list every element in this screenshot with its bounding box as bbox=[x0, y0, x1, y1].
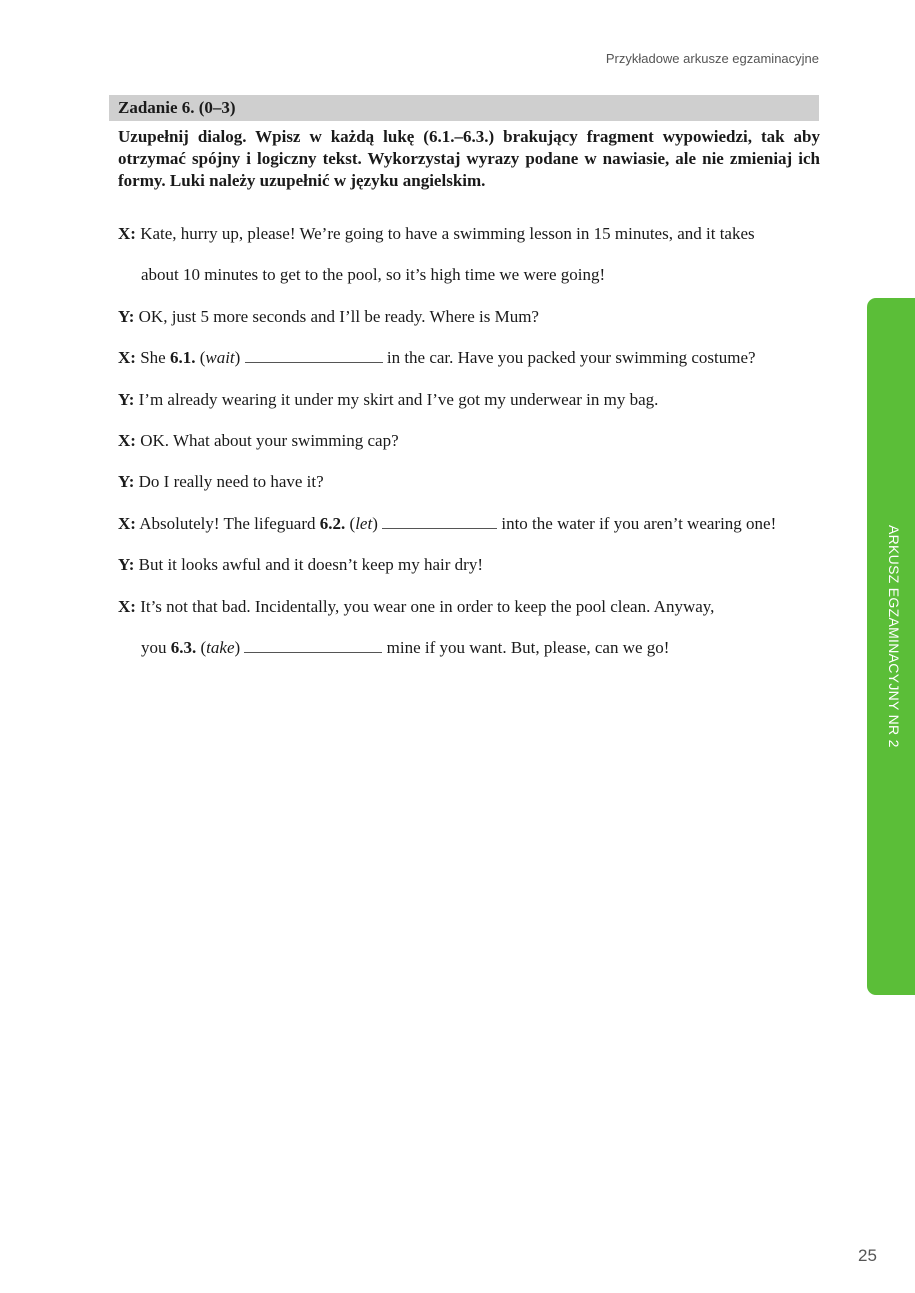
answer-gap-6-3[interactable] bbox=[244, 638, 382, 653]
task-title: Zadanie 6. (0–3) bbox=[109, 95, 819, 121]
dialog-text: Do I really need to have it? bbox=[134, 472, 324, 491]
gap-number: 6.1. bbox=[169, 348, 196, 367]
dialog-text: I’m already wearing it under my skirt and I’ve got my underwear in my bag. bbox=[134, 390, 659, 409]
speaker-label: X: bbox=[118, 431, 136, 450]
dialog-line: X: Absolutely! The lifeguard 6.2. (let) into the water if you aren’t wearing one! bbox=[118, 514, 777, 533]
given-word: let bbox=[355, 514, 373, 533]
dialog-text: Absolutely! The lifeguard bbox=[135, 514, 320, 533]
dialog-text: OK. What about your swimming cap? bbox=[135, 431, 399, 450]
speaker-label: Y: bbox=[118, 307, 135, 326]
speaker-label: X: bbox=[118, 597, 136, 616]
dialog-line bbox=[118, 555, 483, 575]
dialog-line bbox=[118, 431, 399, 451]
dialog-text: you bbox=[141, 638, 171, 657]
speaker-label: Y: bbox=[118, 472, 135, 491]
gap-number: 6.2. bbox=[319, 514, 346, 533]
given-word: take bbox=[206, 638, 235, 657]
answer-gap-6-1[interactable] bbox=[245, 348, 383, 363]
page-number: 25 bbox=[858, 1246, 877, 1265]
answer-gap-6-2[interactable] bbox=[382, 514, 497, 529]
speaker-label: X: bbox=[118, 514, 136, 533]
dialog-text: Kate, hurry up, please! We’re going to have a swimming lesson in 15 minutes, and it takes bbox=[135, 224, 755, 243]
speaker-label: X: bbox=[118, 224, 136, 243]
dialog-line bbox=[118, 597, 714, 617]
dialog-line: X: She 6.1. (wait) in the car. Have you packed your swimming costume? bbox=[118, 348, 756, 367]
dialog-text: about 10 minutes to get to the pool, so it’s high time we were going! bbox=[141, 265, 606, 284]
dialog-text: It’s not that bad. Incidentally, you wear one in order to keep the pool clean. Anyway, bbox=[135, 597, 715, 616]
dialog-text: But it looks awful and it doesn’t keep my hair dry! bbox=[134, 555, 483, 574]
running-header: Przykładowe arkusze egzaminacyjne bbox=[605, 51, 819, 66]
speaker-label: X: bbox=[118, 348, 136, 367]
gap-number: 6.3. bbox=[170, 638, 197, 657]
dialog-line bbox=[141, 265, 605, 285]
dialog-text: She bbox=[135, 348, 170, 367]
dialog-line bbox=[118, 390, 658, 410]
speaker-label: Y: bbox=[118, 555, 135, 574]
dialog-text: mine if you want. But, please, can we go! bbox=[382, 638, 670, 657]
dialog-text: OK, just 5 more seconds and I’ll be ready. Where is Mum? bbox=[134, 307, 539, 326]
side-tab-label: ARKUSZ EGZAMINACYJNY NR 2 bbox=[886, 525, 902, 748]
dialog-line: you 6.3. (take) mine if you want. But, please, can we go! bbox=[141, 638, 670, 657]
dialog-line bbox=[118, 224, 755, 244]
dialog-line bbox=[118, 307, 539, 327]
dialog-text: in the car. Have you packed your swimming costume? bbox=[382, 348, 756, 367]
given-word: wait bbox=[205, 348, 235, 367]
dialog-line bbox=[118, 472, 324, 492]
task-instruction: Uzupełnij dialog. Wpisz w każdą lukę (6.1.–6.3.) brakujący fragment wypowiedzi, tak aby otrzymać spójny i logiczny tekst. Wykorzystaj wyrazy podane w nawiasie, ale nie zmieniaj ich formy. Luki należy uzupełnić w języku angielskim. bbox=[118, 127, 820, 190]
dialog-text: into the water if you aren’t wearing one! bbox=[497, 514, 777, 533]
speaker-label: Y: bbox=[118, 390, 135, 409]
